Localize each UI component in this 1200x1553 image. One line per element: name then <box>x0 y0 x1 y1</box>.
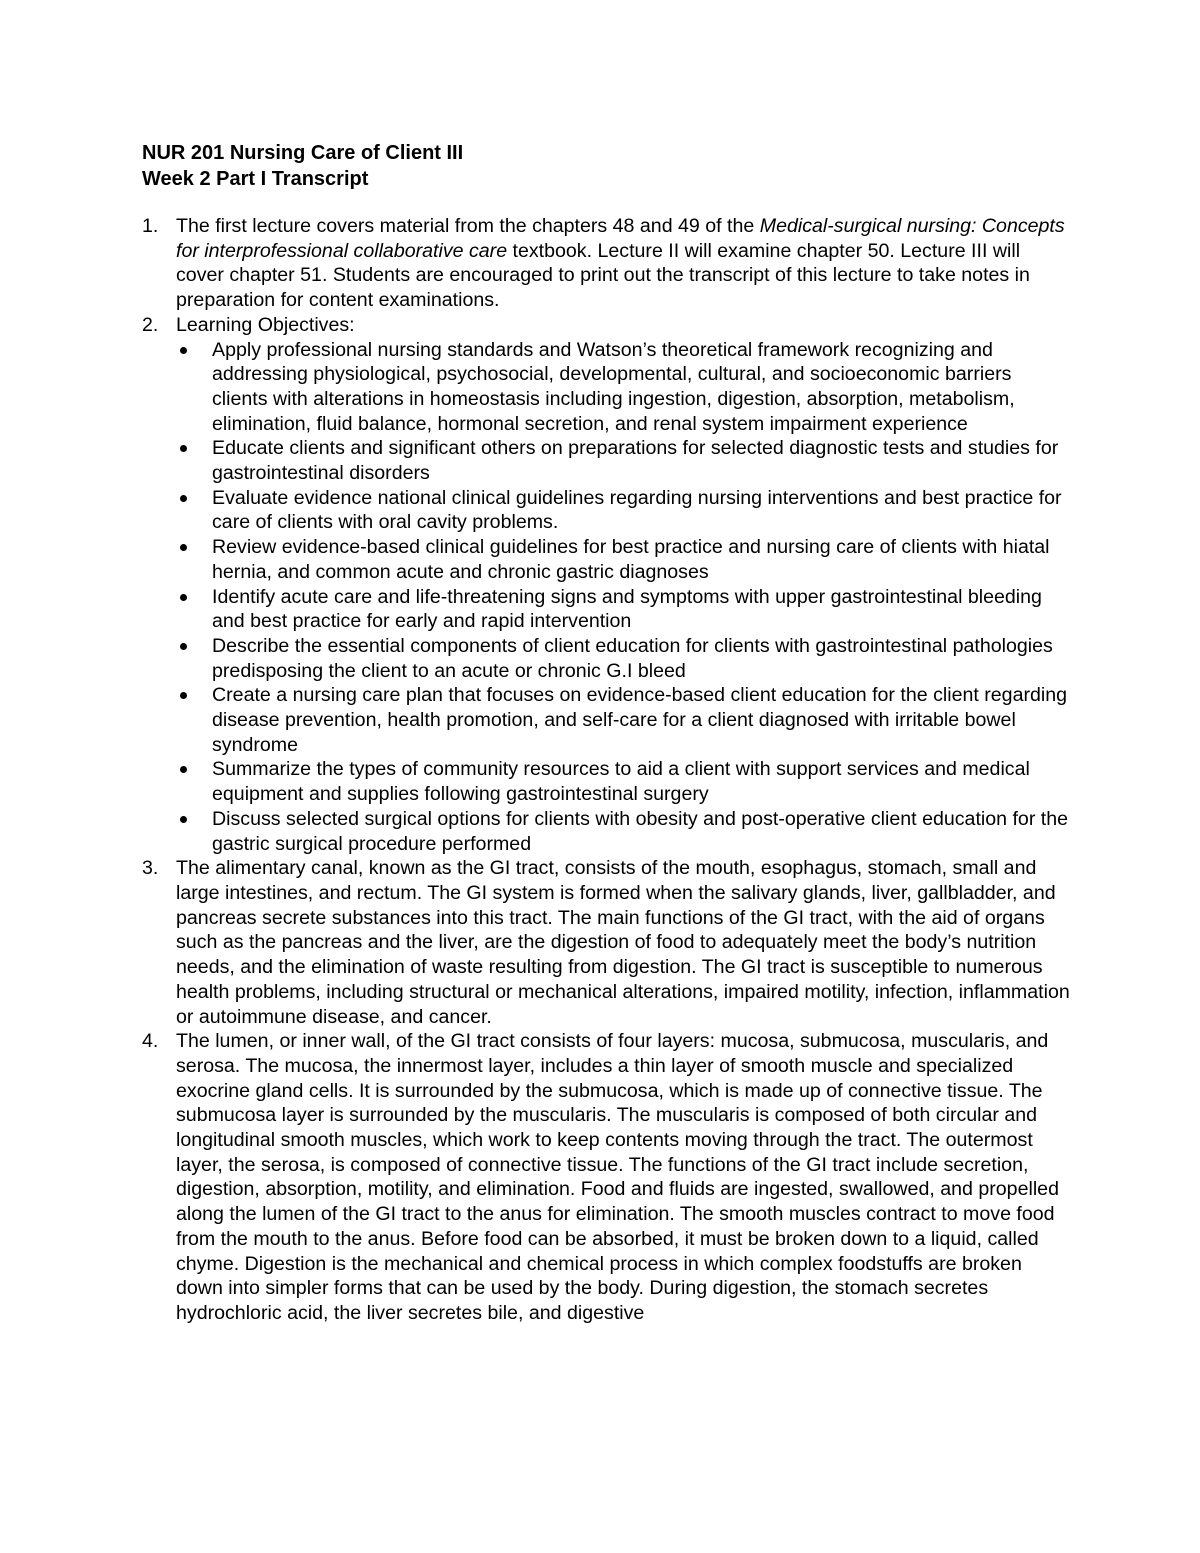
objective-item <box>176 338 1072 437</box>
document-page <box>142 140 1072 1326</box>
objectives-heading: Learning Objectives: <box>176 313 355 336</box>
list-item-3 <box>142 856 1072 1029</box>
objective-text: Summarize the types of community resources to aid a client with support services and medical equipment and supplies following gastrointestinal surgery <box>212 758 1030 806</box>
item-text: The lumen, or inner wall, of the GI tract consists of four layers: mucosa, submucosa, muscularis, and serosa. The mucosa, the innermost layer, includes a thin layer of smooth muscle and specialized exocrine gland cells. It is surrounded by the submucosa, which is made up of connective tissue. The submucosa layer is surrounded by the muscularis. The muscularis is composed of both circular and longitudinal smooth muscles, which work to keep contents moving through the tract. The outermost layer, the serosa, is composed of connective tissue. The functions of the GI tract include secretion, digestion, absorption, motility, and elimination. Food and fluids are ingested, swallowed, and propelled along the lumen of the GI tract to the anus for elimination. The smooth muscles contract to move food from the mouth to the anus. Before food can be absorbed, it must be broken down to a liquid, called chyme. Digestion is the mechanical and chemical process in which complex foodstuffs are broken down into simpler forms that can be used by the body. During digestion, the stomach secretes hydrochloric acid, the liver secretes bile, and digestive <box>176 1030 1059 1324</box>
objectives-list <box>176 338 1072 857</box>
objective-item <box>176 807 1072 856</box>
objective-text: Identify acute care and life-threatening signs and symptoms with upper gastrointestinal bleeding and best practice for early and rapid intervention <box>212 585 1042 633</box>
list-number: 3. <box>142 857 159 880</box>
bullet-icon <box>180 445 187 452</box>
objective-item <box>176 436 1072 485</box>
list-item-2 <box>142 313 1072 856</box>
bullet-icon <box>180 766 187 773</box>
document-title: NUR 201 Nursing Care of Client III <box>142 142 464 164</box>
bullet-icon <box>180 692 187 699</box>
item-text: The first lecture covers material from the chapters 48 and 49 of the <box>176 215 760 237</box>
bullet-icon <box>180 816 187 823</box>
objective-text: Apply professional nursing standards and Watson’s theoretical framework recognizing and addressing physiological, psychosocial, developmental, cultural, and socioeconomic barriers clients with alterations in homeostasis including ingestion, digestion, absorption, metabolism, elimination, fluid balance, hormonal secretion, and renal system impairment experience <box>212 338 1015 435</box>
objective-text: Describe the essential components of client education for clients with gastrointestinal pathologies predisposing the client to an acute or chronic G.I bleed <box>212 634 1053 682</box>
objective-text: Create a nursing care plan that focuses on evidence-based client education for the client regarding disease prevention, health promotion, and self-care for a client diagnosed with irritable bowel syndrome <box>212 684 1068 756</box>
objective-text: Review evidence-based clinical guidelines for best practice and nursing care of clients with hiatal hernia, and common acute and chronic gastric diagnoses <box>212 536 1050 583</box>
list-number: 1. <box>142 215 159 237</box>
objective-item <box>176 683 1072 757</box>
textbook-title: Medical-surgical nursing: Concepts for interprofessional collaborative care <box>176 215 1065 262</box>
list-number: 4. <box>142 1030 159 1053</box>
item-text-continued: textbook. Lecture II will examine chapter 50. Lecture III will cover chapter 51. Students are encouraged to print out the transcript of this lecture to take notes in preparation for content examinations. <box>176 239 1030 312</box>
bullet-icon <box>180 544 187 551</box>
document-subtitle: Week 2 Part I Transcript <box>142 168 369 190</box>
bullet-icon <box>180 495 187 502</box>
list-number: 2. <box>142 313 159 336</box>
objective-text: Discuss selected surgical options for clients with obesity and post-operative client education for the gastric surgical procedure performed <box>212 807 1069 855</box>
bullet-icon <box>180 594 187 601</box>
bullet-icon <box>180 643 187 650</box>
list-item-1 <box>142 214 1072 313</box>
objective-item <box>176 486 1072 535</box>
list-item-4 <box>142 1029 1072 1325</box>
objective-item <box>176 634 1072 683</box>
objective-item <box>176 757 1072 806</box>
objective-text: Evaluate evidence national clinical guidelines regarding nursing interventions and best practice for care of clients with oral cavity problems. <box>212 486 1062 534</box>
item-text: The alimentary canal, known as the GI tract, consists of the mouth, esophagus, stomach, small and large intestines, and rectum. The GI system is formed when the salivary glands, liver, gallbladder, and pancreas secrete substances into this tract. The main functions of the GI tract, with the aid of organs such as the pancreas and the liver, are the digestion of food to adequately meet the body’s nutrition needs, and the elimination of waste resulting from digestion. The GI tract is susceptible to numerous health problems, including structural or mechanical alterations, impaired motility, infection, inflammation or autoimmune disease, and cancer. <box>176 857 1070 1028</box>
objective-item <box>176 585 1072 634</box>
bullet-icon <box>180 347 187 354</box>
objective-item <box>176 535 1072 584</box>
objective-text: Educate clients and significant others on preparations for selected diagnostic tests and studies for gastrointestinal disorders <box>212 437 1059 485</box>
